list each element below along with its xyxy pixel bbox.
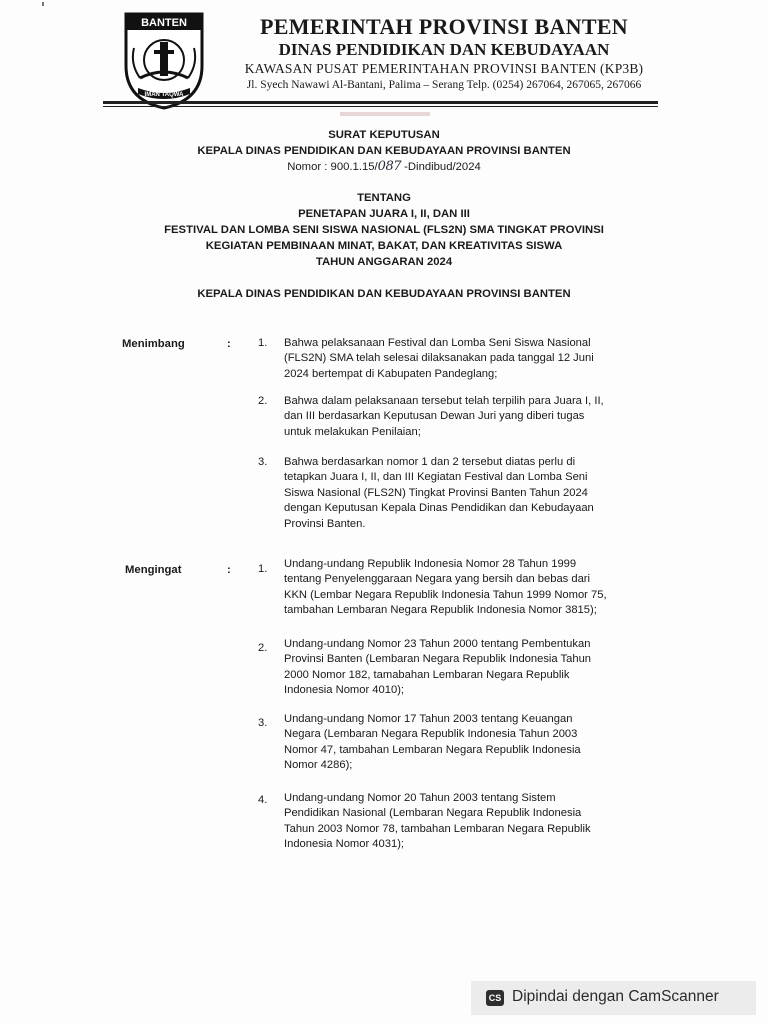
item-line: (FLS2N) SMA telah selesai dilaksanakan pada tanggal 12 Juni <box>284 352 594 365</box>
letterhead-rule-thick <box>103 101 658 104</box>
letterhead-complex: KAWASAN PUSAT PEMERINTAHAN PROVINSI BANTEN (KP3B) <box>244 61 644 76</box>
letterhead-agency: DINAS PENDIDIKAN DAN KEBUDAYAAN <box>278 40 610 59</box>
item-line: Undang-undang Nomor 17 Tahun 2003 tentang Keuangan <box>284 713 573 725</box>
svg-text:IMAN TAQWA: IMAN TAQWA <box>144 92 184 98</box>
camscanner-icon: CS <box>486 990 504 1006</box>
item-line: tambahan Lembaran Negara Republik Indonesia Nomor 3815); <box>284 604 597 617</box>
decree-title: SURAT KEPUTUSAN <box>328 129 440 141</box>
item-text <box>284 336 626 382</box>
item-line: Nomor 47, tambahan Lembaran Negara Republik Indonesia <box>284 743 581 756</box>
mengingat-label: Mengingat <box>125 564 182 576</box>
mengingat-item <box>258 557 630 621</box>
item-line: KKN (Lembar Negara Republik Indonesia Tahun 1999 Nomor 75, <box>284 588 607 601</box>
decree-number-prefix: Nomor : 900.1.15/ <box>287 161 378 173</box>
camscanner-text: Dipindai dengan CamScanner <box>512 988 719 1005</box>
letterhead-rule-thin <box>103 106 658 107</box>
decree-number-suffix: -Dindibud/2024 <box>401 161 481 173</box>
item-line: dengan Keputusan Kepala Dinas Pendidikan dan Kebudayaan <box>284 502 594 515</box>
item-line: Bahwa berdasarkan nomor 1 dan 2 tersebut diatas perlu di <box>284 456 576 468</box>
item-text <box>284 637 630 699</box>
menimbang-colon: : <box>227 338 231 350</box>
item-line: Undang-undang Nomor 20 Tahun 2003 tentang Sistem <box>284 792 556 804</box>
camscanner-watermark <box>471 981 756 1015</box>
item-line: Indonesia Nomor 4010); <box>284 684 405 697</box>
item-number: 2. <box>258 642 268 654</box>
item-line: tentang Penyelenggaraan Negara yang bersih dan bebas dari <box>284 573 591 586</box>
menimbang-label: Menimbang <box>122 338 185 350</box>
mengingat-item <box>258 637 630 701</box>
letterhead-address: Jl. Syech Nawawi Al-Bantani, Palima – Serang Telp. (0254) 267064, 267065, 267066 <box>246 79 642 91</box>
item-number: 1. <box>258 563 268 575</box>
item-line: Provinsi Banten (Lembaran Negara Republik Indonesia Tahun <box>284 653 592 666</box>
item-number: 1. <box>258 337 268 349</box>
menimbang-item <box>258 336 626 384</box>
item-line: dan III berdasarkan Keputusan Dewan Juri yang diberi tugas <box>284 410 585 423</box>
item-line: untuk melakukan Penilaian; <box>284 425 421 438</box>
menimbang-item <box>258 455 626 535</box>
item-number: 3. <box>258 717 268 729</box>
banten-coat-of-arms-logo <box>120 8 208 112</box>
item-line: tetapkan Juara I, II, dan III Kegiatan Festival dan Lomba Seni <box>284 471 588 484</box>
letterhead-government: PEMERINTAH PROVINSI BANTEN <box>260 14 628 39</box>
decree-issuer: KEPALA DINAS PENDIDIKAN DAN KEBUDAYAAN PROVINSI BANTEN <box>197 145 571 157</box>
mengingat-item <box>258 712 630 776</box>
svg-text:BANTEN: BANTEN <box>141 17 187 29</box>
item-line: Undang-undang Nomor 23 Tahun 2000 tentang Pembentukan <box>284 638 591 650</box>
item-line: 2000 Nomor 182, tamabahan Lembaran Negara Republik <box>284 668 570 681</box>
item-text <box>284 455 626 532</box>
item-text <box>284 791 630 853</box>
decree-number <box>120 159 648 175</box>
decree-subject-line: KEGIATAN PEMBINAAN MINAT, BAKAT, DAN KREATIVITAS SISWA <box>205 240 563 252</box>
decree-tentang: TENTANG <box>357 192 411 204</box>
decree-issuer-repeat: KEPALA DINAS PENDIDIKAN DAN KEBUDAYAAN PROVINSI BANTEN <box>197 288 571 300</box>
item-text <box>284 557 630 619</box>
faint-stamp-mark <box>340 112 430 116</box>
mengingat-item <box>258 791 630 855</box>
item-line: Tahun 2003 Nomor 78, tambahan Lembaran Negara Republik <box>284 822 591 835</box>
item-line: 2024 bertempat di Kabupaten Pandeglang; <box>284 367 498 380</box>
item-line: Bahwa pelaksanaan Festival dan Lomba Seni Siswa Nasional <box>284 337 591 349</box>
item-text <box>284 712 630 774</box>
decree-subject-line: FESTIVAL DAN LOMBA SENI SISWA NASIONAL (FLS2N) SMA TINGKAT PROVINSI <box>164 224 604 236</box>
menimbang-item <box>258 394 626 442</box>
item-text <box>284 394 626 440</box>
decree-subject-line: TAHUN ANGGARAN 2024 <box>315 256 453 268</box>
decree-number-handwritten: 087 <box>377 159 401 174</box>
item-number: 4. <box>258 794 268 806</box>
item-line: Siswa Nasional (FLS2N) Tingkat Provinsi Banten Tahun 2024 <box>284 486 588 499</box>
item-number: 2. <box>258 395 268 407</box>
item-line: Provinsi Banten. <box>284 517 366 530</box>
item-line: Negara (Lembaran Negara Republik Indonesia Tahun 2003 <box>284 728 578 741</box>
letterhead <box>215 14 673 93</box>
item-number: 3. <box>258 456 268 468</box>
item-line: Indonesia Nomor 4031); <box>284 838 405 851</box>
decree-subject-line: PENETAPAN JUARA I, II, DAN III <box>298 208 470 220</box>
item-line: Nomor 4286); <box>284 759 353 772</box>
mengingat-colon: : <box>227 564 231 576</box>
item-line: Undang-undang Republik Indonesia Nomor 28 Tahun 1999 <box>284 558 577 570</box>
item-line: Bahwa dalam pelaksanaan tersebut telah terpilih para Juara I, II, <box>284 395 604 407</box>
scan-speck <box>42 2 44 6</box>
item-line: Pendidikan Nasional (Lembaran Negara Republik Indonesia <box>284 807 582 820</box>
